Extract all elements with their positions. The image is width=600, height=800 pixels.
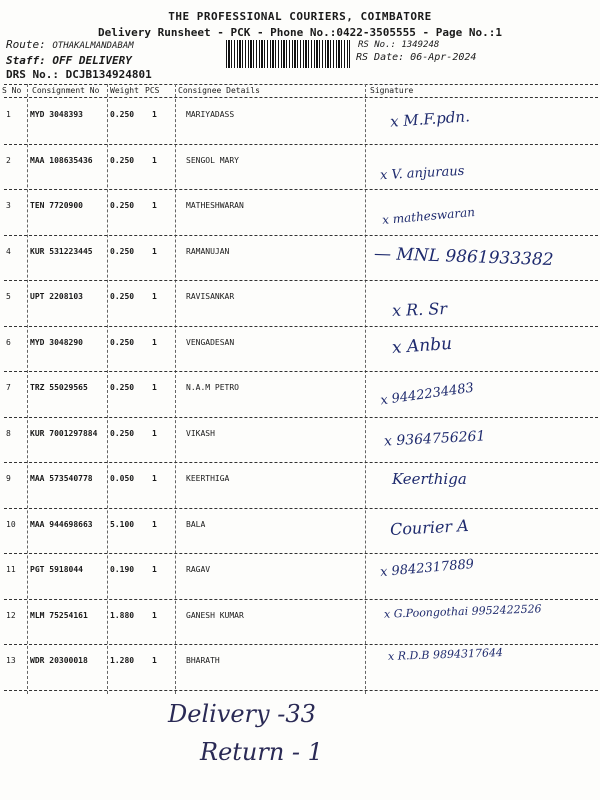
cell-consignment: MAA 108635436	[30, 155, 93, 165]
cell-weight: 0.250	[110, 428, 135, 438]
cell-pcs: 1	[152, 292, 157, 301]
cell-pcs: 1	[152, 656, 157, 665]
cell-sno: 6	[6, 337, 11, 347]
col-divider	[27, 84, 28, 694]
col-header-pcs: PCS	[145, 86, 160, 95]
signature-handwritten: x 9442234483	[379, 380, 475, 409]
cell-pcs: 1	[152, 383, 157, 392]
row-divider	[4, 599, 598, 600]
return-count-note: Return - 1	[200, 738, 323, 766]
signature-handwritten: — MNL 9861933382	[373, 243, 554, 270]
cell-pcs: 1	[152, 246, 157, 256]
signature-handwritten: Keerthiga	[392, 470, 467, 488]
row-divider	[4, 189, 598, 190]
row-divider	[4, 644, 598, 645]
cell-weight: 5.100	[110, 519, 135, 529]
row-divider	[4, 553, 598, 554]
cell-weight: 1.880	[110, 610, 135, 620]
cell-sno: 11	[6, 565, 16, 574]
cell-pcs: 1	[152, 155, 157, 165]
route-value: OTHAKALMANDABAM	[52, 41, 134, 51]
cell-weight: 0.250	[110, 292, 135, 301]
cell-sno: 7	[6, 383, 11, 392]
col-divider	[365, 84, 366, 694]
col-header-consignee: Consignee Details	[178, 86, 260, 95]
cell-consignee: BALA	[186, 519, 206, 529]
cell-pcs: 1	[152, 110, 157, 119]
col-divider	[107, 84, 108, 694]
signature-handwritten: x 9842317889	[379, 556, 475, 581]
delivery-count-note: Delivery -33	[168, 700, 316, 728]
cell-consignee: RAVISANKAR	[186, 292, 235, 301]
rs-date: RS Date: 06-Apr-2024	[356, 52, 477, 63]
col-header-signature: Signature	[370, 86, 414, 95]
row-divider	[4, 280, 598, 281]
cell-consignment: KUR 531223445	[30, 246, 93, 256]
drs-number: DRS No.: DCJB134924801	[6, 68, 152, 81]
cell-consignment: MAA 944698663	[30, 519, 93, 529]
signature-handwritten: x G.Poongothai 9952422526	[383, 601, 542, 621]
cell-sno: 9	[6, 474, 11, 483]
cell-consignment: TRZ 55029565	[30, 383, 88, 392]
col-header-sno: S No	[2, 86, 22, 95]
cell-weight: 0.250	[110, 155, 135, 165]
col-header-consignment: Consignment No	[32, 86, 100, 95]
cell-pcs: 1	[152, 428, 157, 438]
header-top-rule	[4, 84, 598, 85]
cell-pcs: 1	[152, 474, 157, 483]
document-title: THE PROFESSIONAL COURIERS, COIMBATORE	[168, 10, 432, 23]
cell-weight: 1.280	[110, 656, 135, 665]
cell-sno: 1	[6, 110, 11, 119]
signature-handwritten: x Anbu	[391, 333, 453, 358]
row-divider	[4, 508, 598, 509]
signature-handwritten: x V. anjuraus	[379, 163, 465, 183]
col-header-weight: Weight	[110, 86, 139, 95]
cell-consignment: MYD 3048290	[30, 337, 83, 347]
cell-consignee: VENGADESAN	[186, 337, 235, 347]
cell-weight: 0.250	[110, 246, 135, 256]
row-divider	[4, 371, 598, 372]
signature-handwritten: x M.F.pdn.	[389, 107, 471, 131]
cell-consignee: KEERTHIGA	[186, 474, 230, 483]
cell-consignment: KUR 7001297884	[30, 428, 98, 438]
cell-consignee: MATHESHWARAN	[186, 201, 244, 210]
row-divider	[4, 326, 598, 327]
row-divider	[4, 690, 598, 691]
cell-consignment: PGT 5918044	[30, 565, 83, 574]
cell-consignment: WDR 20300018	[30, 656, 88, 665]
cell-consignment: MAA 573540778	[30, 474, 93, 483]
cell-consignment: MLM 75254161	[30, 610, 88, 620]
cell-sno: 5	[6, 292, 11, 301]
col-divider	[175, 84, 176, 694]
cell-consignee: MARIYADASS	[186, 110, 235, 119]
cell-weight: 0.250	[110, 201, 135, 210]
cell-consignee: RAGAV	[186, 565, 211, 574]
cell-sno: 4	[6, 246, 11, 256]
barcode-image	[226, 40, 350, 68]
cell-sno: 13	[6, 656, 16, 665]
cell-weight: 0.190	[110, 565, 135, 574]
cell-consignee: SENGOL MARY	[186, 155, 239, 165]
cell-pcs: 1	[152, 337, 157, 347]
row-divider	[4, 417, 598, 418]
cell-sno: 8	[6, 428, 11, 438]
staff-line: Staff: OFF DELIVERY	[6, 54, 132, 67]
cell-pcs: 1	[152, 519, 157, 529]
header-bottom-rule	[4, 97, 598, 98]
signature-handwritten: x 9364756261	[383, 427, 486, 450]
cell-consignment: MYD 3048393	[30, 110, 83, 119]
signature-handwritten: x R.D.B 9894317644	[387, 645, 504, 664]
cell-pcs: 1	[152, 201, 157, 210]
cell-sno: 2	[6, 155, 11, 165]
document-subtitle: Delivery Runsheet - PCK - Phone No.:0422-3505555 - Page No.:1	[98, 26, 502, 39]
cell-consignee: VIKASH	[186, 428, 215, 438]
cell-weight: 0.050	[110, 474, 135, 483]
route-label: Route:	[6, 38, 46, 51]
signature-handwritten: x matheswaran	[381, 204, 476, 228]
cell-pcs: 1	[152, 610, 157, 620]
cell-sno: 10	[6, 519, 16, 529]
cell-consignee: N.A.M PETRO	[186, 383, 239, 392]
signature-handwritten: Courier A	[389, 515, 470, 539]
row-divider	[4, 235, 598, 236]
cell-sno: 12	[6, 610, 16, 620]
cell-weight: 0.250	[110, 337, 135, 347]
signature-handwritten: x R. Sr	[391, 299, 448, 320]
row-divider	[4, 144, 598, 145]
cell-consignment: TEN 7720900	[30, 201, 83, 210]
cell-consignee: RAMANUJAN	[186, 246, 230, 256]
cell-pcs: 1	[152, 565, 157, 574]
cell-consignee: BHARATH	[186, 656, 220, 665]
cell-weight: 0.250	[110, 110, 135, 119]
row-divider	[4, 462, 598, 463]
cell-consignment: UPT 2208103	[30, 292, 83, 301]
cell-sno: 3	[6, 201, 11, 210]
cell-consignee: GANESH KUMAR	[186, 610, 244, 620]
route-line	[6, 38, 134, 51]
cell-weight: 0.250	[110, 383, 135, 392]
rs-number: RS No.: 1349248	[358, 40, 440, 50]
